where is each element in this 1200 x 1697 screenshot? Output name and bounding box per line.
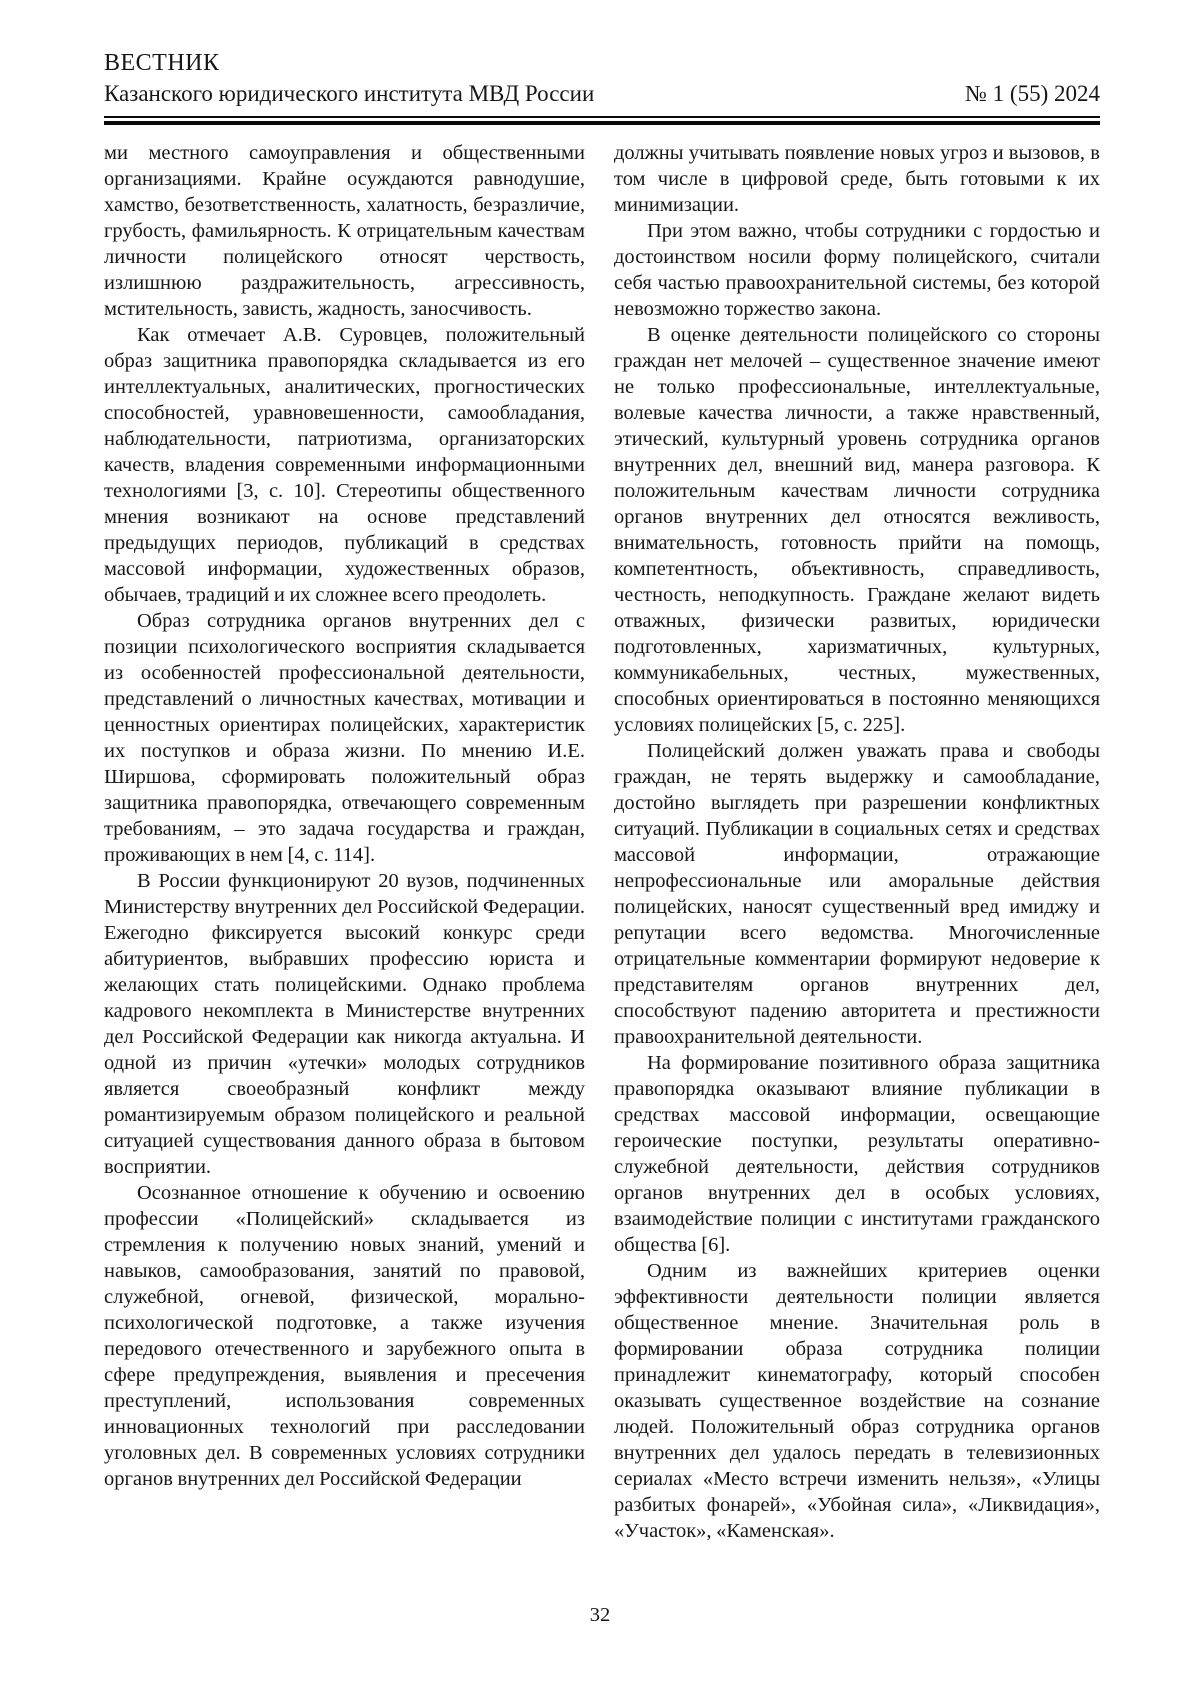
issue-number: № 1 (55) 2024 [964, 81, 1100, 106]
paragraph: Осознанное отношение к обучению и освоению профессии «Полицейский» складывается из стремления к получению новых знаний, умений и навыков, самообразования, занятий по правовой, служебной, огневой, физической, морально-психологической подготовке, а также изучения передового отечественного и зарубежного опыта в сфере предупреждения, выявления и пресечения преступлений, использования современных инновационных технологий при расследовании уголовных дел. В современных условиях сотрудники органов внутренних дел Российской Федерации [104, 1181, 585, 1490]
left-column [104, 140, 585, 1544]
journal-title: ВЕСТНИК [104, 50, 220, 76]
paragraph: При этом важно, чтобы сотрудники с гордостью и достоинством носили форму полицейского, считали себя частью правоохранительной системы, без которой невозможно торжество закона. [614, 219, 1100, 320]
paragraph: ми местного самоуправления и общественными организациями. Крайне осуждаются равнодушие, хамство, безответственность, халатность, безразличие, грубость, фамильярность. К отрицательным качествам личности полицейского относят черствость, излишнюю раздражительность, агрессивность, мстительность, зависть, жадность, заносчивость. [104, 141, 585, 320]
header-divider [104, 116, 1100, 125]
journal-subtitle: Казанского юридического института МВД России [104, 81, 595, 106]
paragraph: Как отмечает А.В. Суровцев, положительный образ защитника правопорядка складывается из его интеллектуальных, аналитических, прогностических способностей, уравновешенности, самообладания, наблюдательности, патриотизма, организаторских качеств, владения современными информационными технологиями [3, с. 10]. Стереотипы общественного мнения возникают на основе представлений предыдущих периодов, публикаций в средствах массовой информации, художественных образов, обычаев, традиций и их сложнее всего преодолеть. [104, 323, 585, 606]
paragraph: На формирование позитивного образа защитника правопорядка оказывают влияние публикации в средствах массовой информации, освещающие героические поступки, результаты оперативно-служебной деятельности, действия сотрудников органов внутренних дел в особых условиях, взаимодействие полиции с институтами гражданского общества [6]. [614, 1051, 1100, 1256]
page-number: 32 [589, 1604, 611, 1626]
page-header [104, 48, 1100, 125]
right-column [614, 140, 1100, 1544]
paragraph: В России функционируют 20 вузов, подчиненных Министерству внутренних дел Российской Федерации. Ежегодно фиксируется высокий конкурс среди абитуриентов, выбравших профессию юриста и желающих стать полицейскими. Однако проблема кадрового некомплекта в Министерстве внутренних дел Российской Федерации как никогда актуальна. И одной из причин «утечки» молодых сотрудников является своеобразный конфликт между романтизируемым образом полицейского и реальной ситуацией существования данного образа в бытовом восприятии. [104, 869, 585, 1178]
article-body [104, 140, 1100, 1544]
paragraph: Одним из важнейших критериев оценки эффективности деятельности полиции является общественное мнение. Значительная роль в формировании образа сотрудника полиции принадлежит кинематографу, который способен оказывать существенное воздействие на сознание людей. Положительный образ сотрудника органов внутренних дел удалось передать в телевизионных сериалах «Место встречи изменить нельзя», «Улицы разбитых фонарей», «Убойная сила», «Ликвидация», «Участок», «Каменская». [614, 1259, 1100, 1542]
paragraph: Полицейский должен уважать права и свободы граждан, не терять выдержку и самообладание, достойно выглядеть при разрешении конфликтных ситуаций. Публикации в социальных сетях и средствах массовой информации, отражающие непрофессиональные или аморальные действия полицейских, наносят существенный вред имиджу и репутации всего ведомства. Многочисленные отрицательные комментарии формируют недоверие к представителям органов внутренних дел, способствуют падению авторитета и престижности правоохранительной деятельности. [614, 739, 1100, 1048]
paragraph: В оценке деятельности полицейского со стороны граждан нет мелочей – существенное значение имеют не только профессиональные, интеллектуальные, волевые качества личности, а также нравственный, этический, культурный уровень сотрудника органов внутренних дел, внешний вид, манера разговора. К положительным качествам личности сотрудника органов внутренних дел относятся вежливость, внимательность, готовность прийти на помощь, компетентность, объективность, справедливость, честность, неподкупность. Граждане желают видеть отважных, физически развитых, юридически подготовленных, харизматичных, культурных, коммуникабельных, честных, мужественных, способных ориентироваться в постоянно меняющихся условиях полицейских [5, с. 225]. [614, 323, 1100, 736]
paragraph: должны учитывать появление новых угроз и вызовов, в том числе в цифровой среде, быть готовыми к их минимизации. [614, 141, 1100, 216]
paragraph: Образ сотрудника органов внутренних дел с позиции психологического восприятия складывается из особенностей профессиональной деятельности, представлений о личностных качествах, мотивации и ценностных ориентирах полицейских, характеристик их поступков и образа жизни. По мнению И.Е. Ширшова, сформировать положительный образ защитника правопорядка, отвечающего современным требованиям, – это задача государства и граждан, проживающих в нем [4, с. 114]. [104, 609, 585, 866]
